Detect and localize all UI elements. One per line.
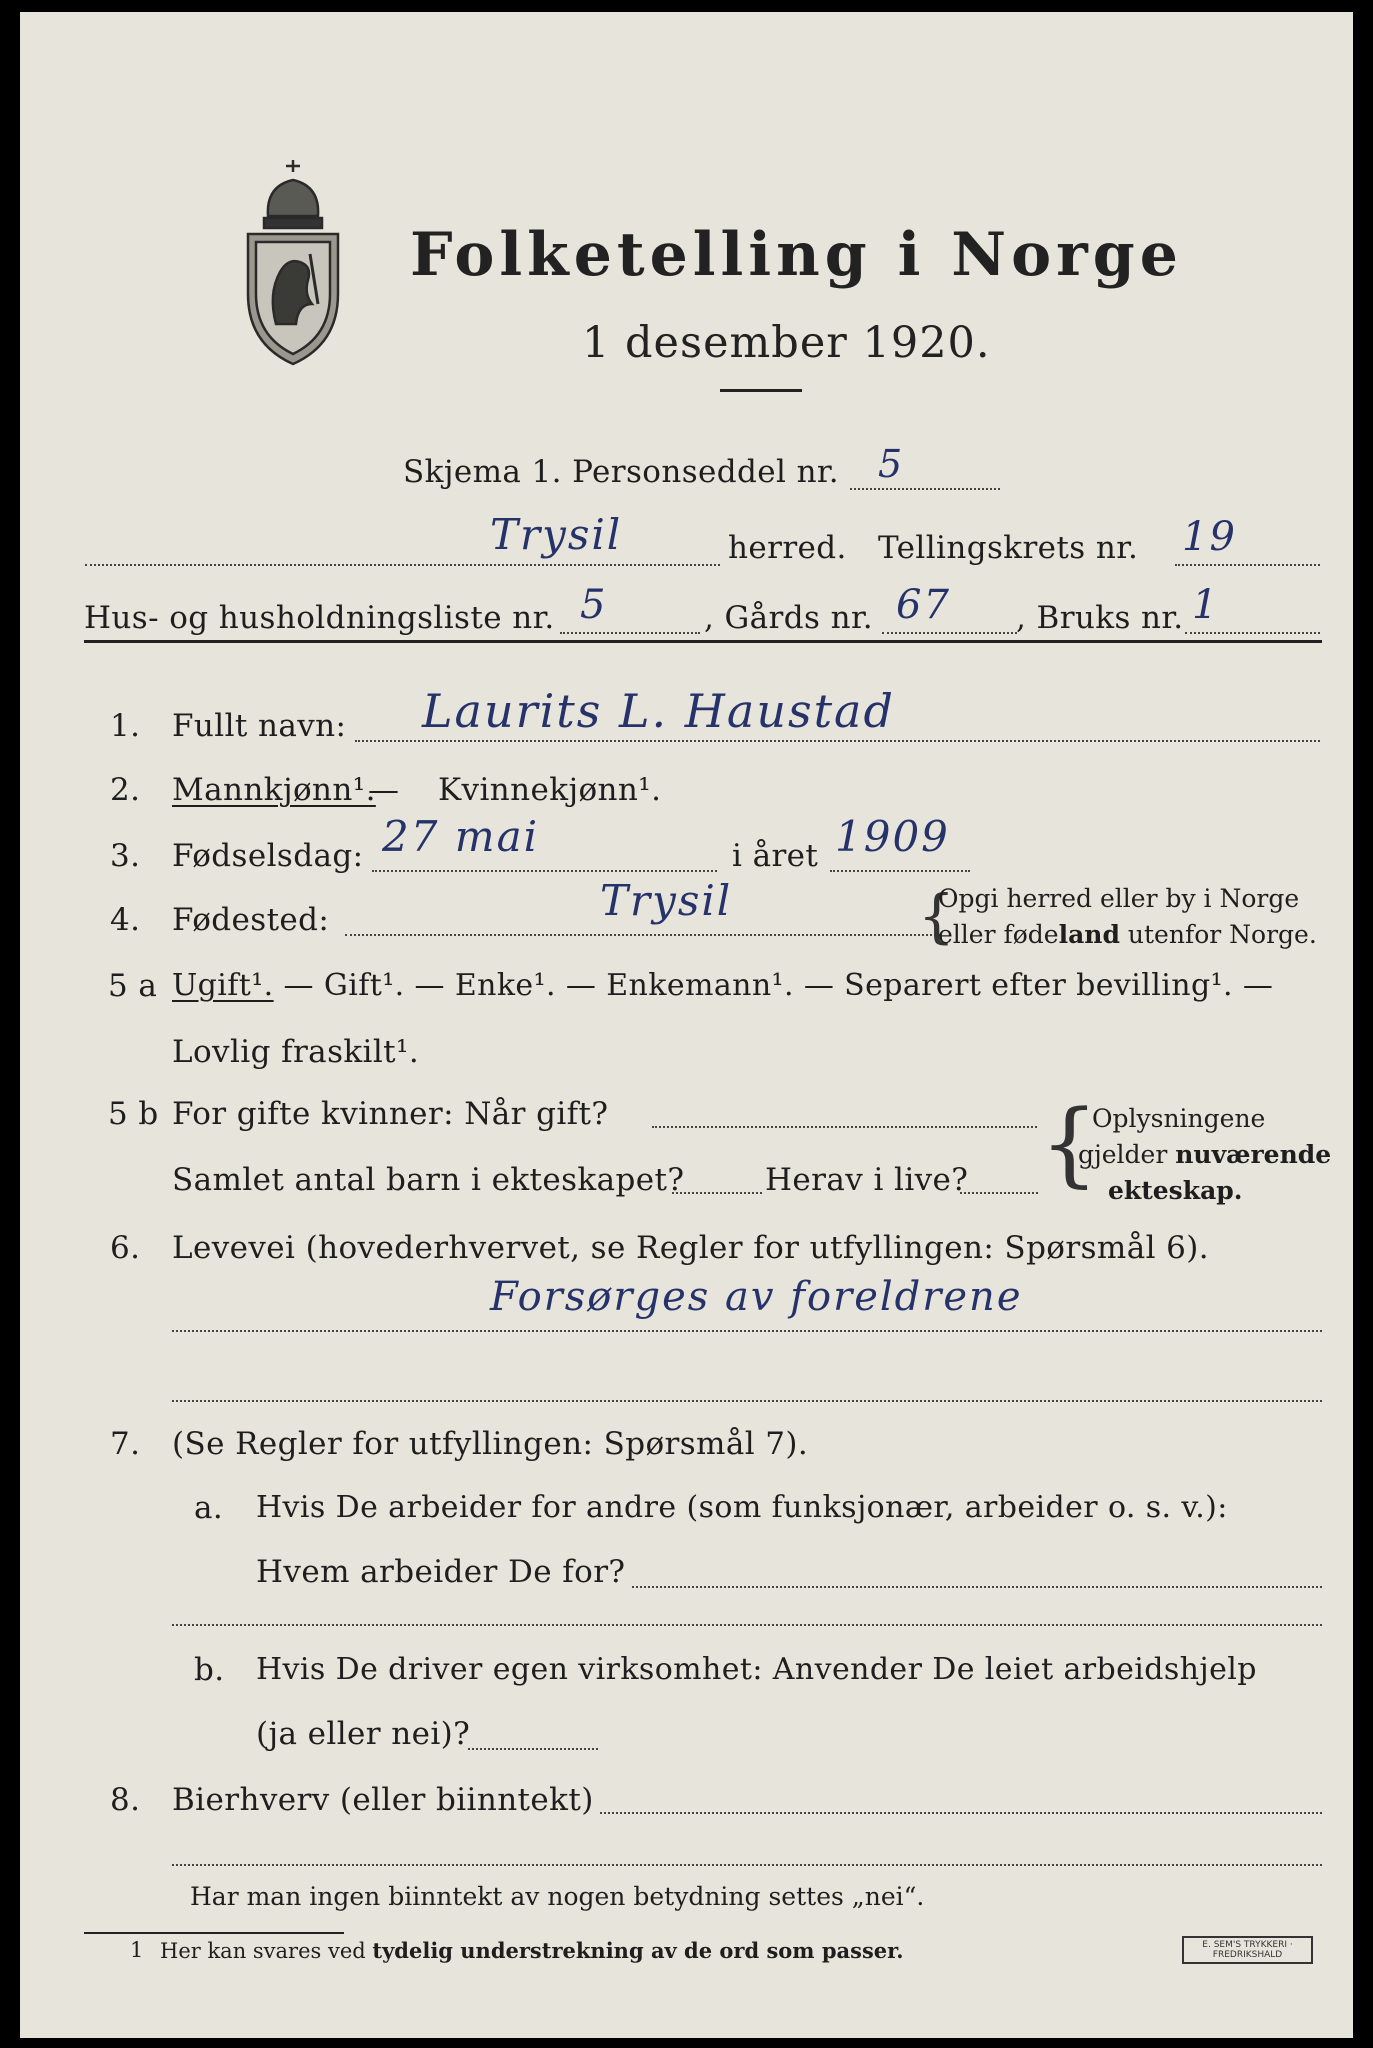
q5b-children-line [672,1192,762,1194]
q6-number: 6. [110,1230,141,1266]
tellingskrets-nr[interactable]: 19 [1182,514,1237,560]
birthday-answer[interactable]: 27 mai [382,812,540,861]
coat-of-arms-icon [238,154,348,369]
q1-number: 1. [110,708,141,744]
q7b-text: Hvis De driver egen virksomhet: Anvender De leiet arbeidshjelp [256,1652,1257,1687]
footnote-divider [84,1932,344,1934]
q7b-letter: b. [194,1652,225,1688]
q8-label: Bierhverv (eller biinntekt) [172,1782,594,1818]
full-name-answer[interactable]: Laurits L. Haustad [422,684,895,738]
herred-value[interactable]: Trysil [490,510,623,559]
q3-label: Fødselsdag: [172,838,364,874]
q7-number: 7. [110,1426,141,1462]
page-title: Folketelling i Norge [410,220,1183,290]
husholdningsliste-nr[interactable]: 5 [580,582,608,628]
q2-separator: — [368,772,400,808]
q4-note-line2-a: eller føde [938,920,1059,949]
divorced-option[interactable]: Lovlig fraskilt¹. [172,1034,420,1070]
footnote-text-a: Her kan svares ved [160,1939,373,1963]
q5b-married-line [652,1126,1037,1128]
q4-number: 4. [110,902,141,938]
husholdningsliste-line [560,632,700,634]
gards-label: , Gårds nr. [704,600,874,636]
herred-line [85,564,720,566]
footnote-text-b: tydelig understrekning av de ord som passer. [372,1938,904,1963]
q5b-note-brace: { [1040,1090,1099,1197]
q1-line [355,740,1320,742]
marital-other-options[interactable]: — Gift¹. — Enke¹. — Enkemann¹. — Separert efter bevilling¹. — [273,968,1274,1003]
birthplace-answer[interactable]: Trysil [600,876,733,925]
census-date: 1 desember 1920. [582,318,991,368]
q4-label: Fødested: [172,902,330,938]
q7a-extra-line [172,1624,1322,1626]
q8-line2 [172,1864,1322,1866]
q4-note-line1: Opgi herred eller by i Norge [938,884,1300,913]
q4-note-line2-c: utenfor Norge. [1119,920,1317,949]
male-option[interactable]: Mannkjønn¹. [172,772,376,808]
q5b-label: For gifte kvinner: Når gift? [172,1096,609,1132]
q4-note-line2-b: land [1058,920,1120,949]
tellingskrets-line [1175,564,1320,566]
q7a-employer-label: Hvem arbeider De for? [256,1554,626,1590]
q3-year-label: i året [732,838,819,874]
occupation-answer[interactable]: Forsørges av foreldrene [490,1274,1023,1320]
husholdningsliste-label: Hus- og husholdningsliste nr. [84,600,555,636]
q5b-note-line2-b: nuværende [1175,1140,1332,1169]
bruks-nr[interactable]: 1 [1192,582,1220,628]
personseddel-line [850,488,1000,490]
q4-note-brace: { [918,882,955,950]
q7b-answer-line [468,1748,598,1750]
q7a-employer-line [632,1586,1322,1588]
q5b-children-label: Samlet antal barn i ekteskapet? [172,1162,685,1198]
title-divider [720,389,802,392]
q4-note-line2 [938,920,1317,949]
q3-year-line [830,870,970,872]
footnote-text [160,1938,904,1963]
q5b-note-line3: ekteskap. [1108,1176,1243,1205]
q5b-alive-label: Herav i live? [765,1162,969,1198]
q6-line2 [172,1400,1322,1402]
q5b-number: 5 b [108,1096,159,1132]
personseddel-nr[interactable]: 5 [878,442,905,486]
q8-number: 8. [110,1782,141,1818]
q3-day-line [372,870,717,872]
q7b-answer-label: (ja eller nei)? [256,1716,471,1752]
q4-line [345,934,940,936]
footnote-number: 1 [130,1938,144,1962]
bruks-line [1185,632,1320,634]
gards-line [882,632,1017,634]
marital-status-row [172,968,1273,1003]
q5a-number: 5 a [108,968,158,1004]
female-option[interactable]: Kvinnekjønn¹. [438,772,662,808]
gards-nr[interactable]: 67 [896,582,951,628]
q5b-alive-line [960,1192,1038,1194]
q2-number: 2. [110,772,141,808]
unmarried-option[interactable]: Ugift¹. [172,968,274,1003]
q5b-note-line2 [1078,1140,1331,1169]
census-form-page [20,12,1353,2038]
skjema-label: Skjema 1. Personseddel nr. [403,454,839,490]
q7-label: (Se Regler for utfyllingen: Spørsmål 7). [172,1426,809,1462]
bruks-label: , Bruks nr. [1016,600,1184,636]
q5b-note-line2-a: gjelder [1078,1140,1176,1169]
q1-label: Fullt navn: [172,708,347,744]
q5b-note-line1: Oplysningene [1092,1104,1266,1133]
footer-note: Har man ingen biinntekt av nogen betydning settes „nei“. [190,1882,925,1911]
q6-line1 [172,1330,1322,1332]
tellingskrets-label: Tellingskrets nr. [878,530,1139,566]
q6-label: Levevei (hovederhvervet, se Regler for utfyllingen: Spørsmål 6). [172,1230,1210,1266]
printer-stamp: E. SEM'S TRYKKERI · FREDRIKSHALD [1182,1936,1313,1964]
q7a-letter: a. [194,1490,224,1526]
q7a-text: Hvis De arbeider for andre (som funksjonær, arbeider o. s. v.): [256,1490,1228,1525]
birth-year-answer[interactable]: 1909 [835,812,950,861]
header-divider [84,640,1322,643]
q3-number: 3. [110,838,141,874]
herred-label: herred. [728,530,847,566]
q8-line1 [600,1812,1322,1814]
